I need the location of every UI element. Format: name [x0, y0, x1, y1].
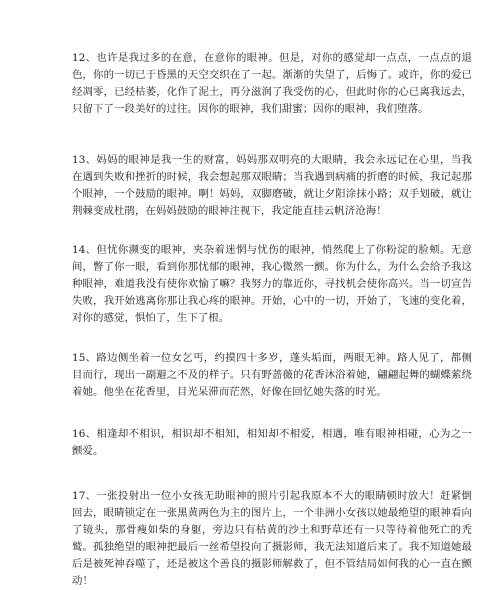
paragraph-17: 17、一张投射出一位小女孩无助眼神的照片引起我原本不大的眼睛顿时放大！赶紧倒回去，眼睛锁定在一张黑黄两色为主的图片上，一个非洲小女孩以她最绝望的眼神看向了镜头，那骨瘦如柴的身躯，旁边只有枯黄的沙土和野草还有一只等待着他死亡的秃鹫。孤独绝望的眼神把最后一丝希望投向了摄影师，我无法知道后来了。我不知道她最后是被死神吞噬了，还是被这个善良的摄影师解救了，但不管结局如何我的心一直在颤动！ — [72, 490, 472, 587]
paragraph-12: 12、也许是我过多的在意，在意你的眼神。但是，对你的感觉却一点点，一点点的退色，你的一切已于昏黑的天空交织在了一起。渐渐的失望了，后悔了。或许，你的爱已经凋零，已经枯萎，化作了泥土，再分滋润了我受伤的心，但此时你的心已离我远去，只留下了一段美好的过往。因你的眼神，我们甜蜜；因你的眼神，我们堕落。 — [72, 52, 472, 115]
paragraph-14: 14、但忧你濒变的眼神，夹杂着迷惘与忧伤的眼神，悄然爬上了你粉淀的脸颊。无意间，瞥了你一眼，看到你那忧郁的眼神，我心微然一颤。你为什么，为什么会给予我这种眼神，难道我没有使你欢愉了嘛？我努力的靠近你，寻找机会使你高兴。当一切宣告失败，我开始逃离你那让我心疼的眼神。开始，心中的一切，开始了，飞速的变化着，对你的感觉，惧怕了，生下了根。 — [72, 244, 472, 324]
paragraph-15: 15、路边侧坐着一位女乞丐，约摸四十多岁，蓬头垢面，两眼无神。路人见了，都侧目而行，现出一副避之不及的样子。只有野蔷薇的花香沐浴着她，翩翩起舞的蝴蝶萦绕着她。他坐在花香里，目光呆滞而茫然，好像在回忆她失落的时光。 — [72, 352, 472, 398]
paragraph-13: 13、妈妈的眼神是我一生的财富，妈妈那双明亮的大眼睛，我会永远记在心里，当我在遇到失败和挫折的时候，我会想起那双眼睛；当我遇到病痛的折磨的时候，我记起那个眼神，一个鼓励的眼神。啊！妈妈，双脚磨破，就让夕阳涂抹小路；双手划破，就让荆棘变成杜鹃，在妈妈鼓励的眼神注视下，我定能直挂云帆济沧海！ — [72, 154, 472, 217]
paragraph-16: 16、相逢却不相识，相识却不相知，相知却不相爱，相遇，唯有眼神相碰，心为之一颤爱。 — [72, 428, 472, 457]
